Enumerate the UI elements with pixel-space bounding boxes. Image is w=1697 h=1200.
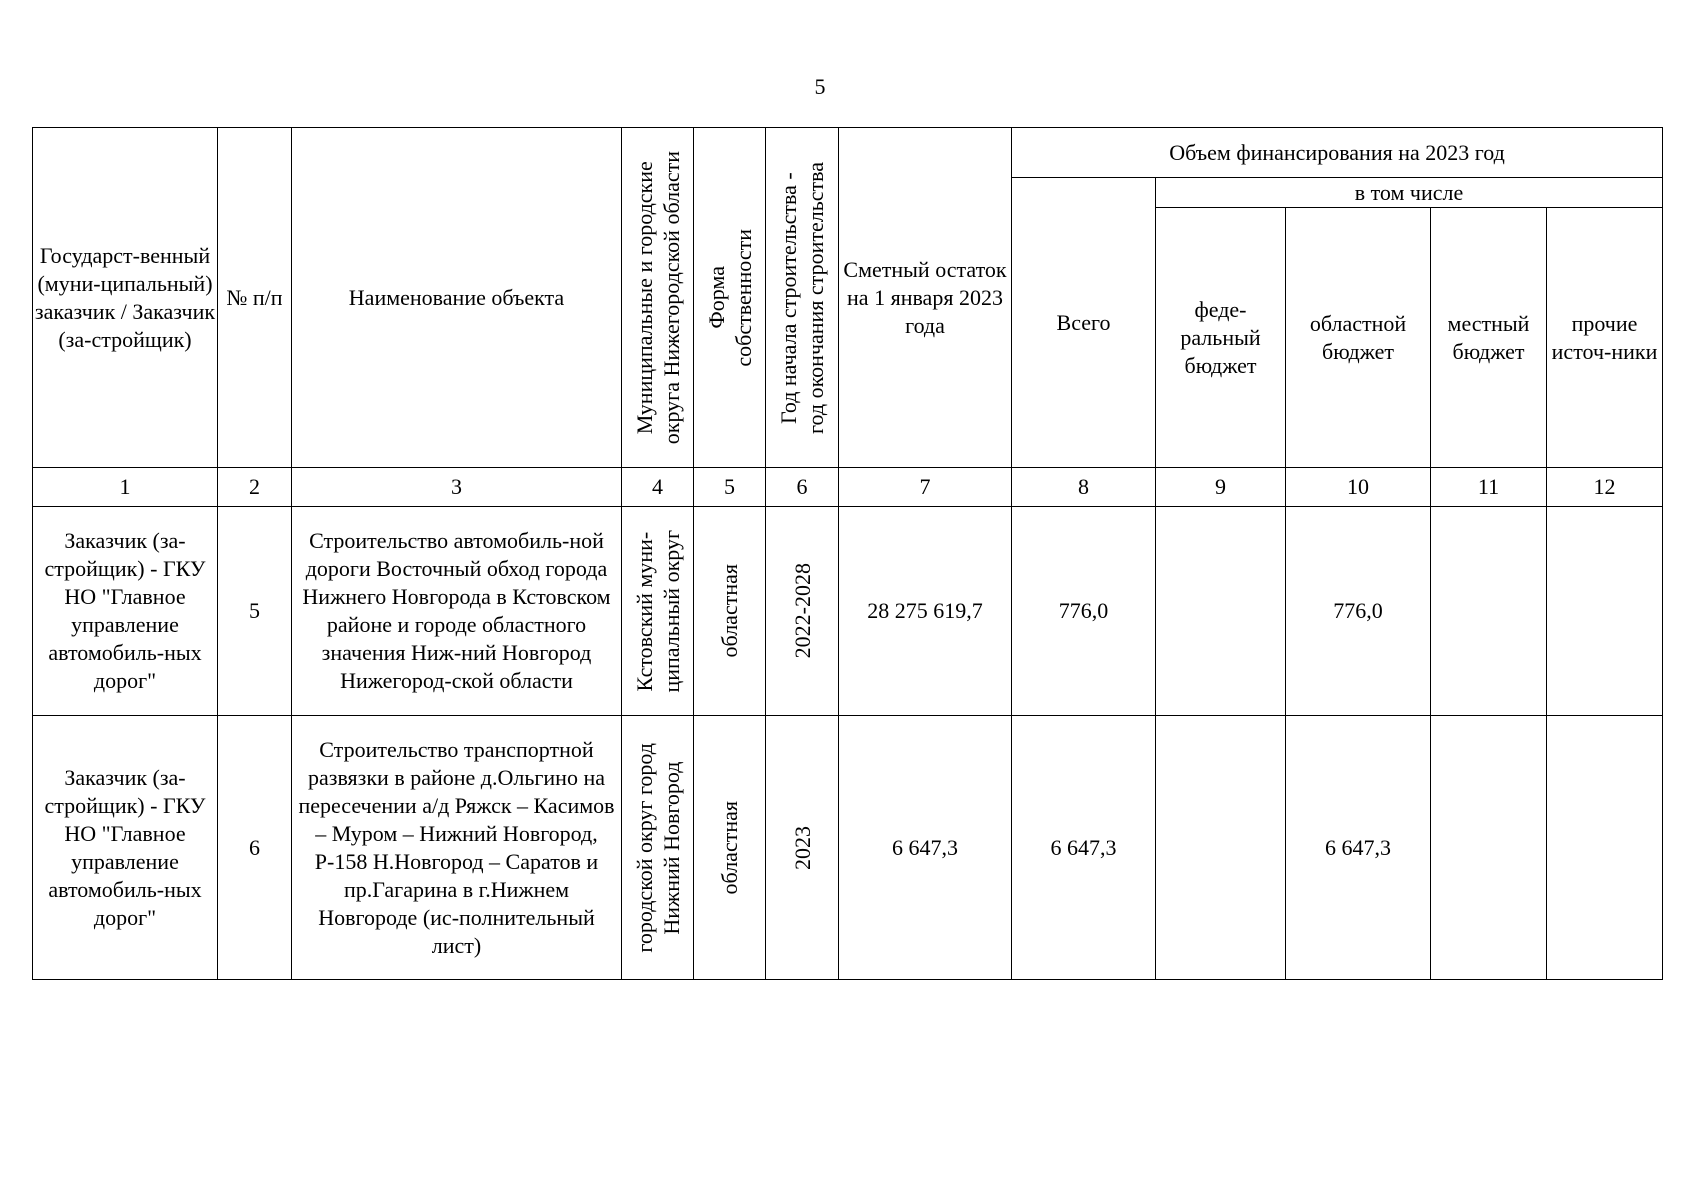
municipality-line2: Нижний Новгород [658,761,684,934]
federal-cell [1156,507,1286,716]
ownership-cell [694,716,766,980]
column-number: 6 [766,468,839,507]
years-text: 2023 [789,825,815,870]
column-numbers-row [33,468,1663,507]
column-number: 2 [218,468,292,507]
header-years-line2: год окончания строительства [803,161,828,434]
municipality-line1: городской округ город [631,742,657,953]
ownership-text: областная [717,800,742,895]
estimate-cell: 6 647,3 [839,716,1012,980]
column-number: 4 [622,468,694,507]
header-ownership-line1: Форма [703,266,729,329]
header-federal: феде-ральный бюджет [1156,208,1286,468]
municipality-cell [622,507,694,716]
header-estimate: Сметный остаток на 1 января 2023 года [839,128,1012,468]
header-ownership-line2: собственности [730,228,756,367]
column-number: 9 [1156,468,1286,507]
column-number: 1 [33,468,218,507]
header-municipality [622,128,694,468]
header-municipality-line1: Муниципальные и городские [631,161,657,434]
header-including: в том числе [1156,178,1663,208]
ownership-text: областная [717,564,742,658]
other-cell [1547,716,1663,980]
total-cell: 776,0 [1012,507,1156,716]
header-total: Всего [1012,178,1156,468]
column-number: 3 [292,468,622,507]
row-number-cell: 6 [218,716,292,980]
header-funding-group: Объем финансирования на 2023 год [1012,128,1663,178]
years-text: 2022-2028 [789,563,815,659]
financing-table [32,127,1663,980]
customer-cell: Заказчик (за-стройщик) - ГКУ НО "Главное управление автомобиль-ных дорог" [33,507,218,716]
table-row [33,507,1663,716]
local-cell [1431,507,1547,716]
federal-cell [1156,716,1286,980]
column-number: 10 [1286,468,1431,507]
header-ownership [694,128,766,468]
header-row-1 [33,128,1663,178]
header-number: № п/п [218,128,292,468]
header-other: прочие источ-ники [1547,208,1663,468]
municipality-line1: Кстовский муни- [631,531,657,691]
header-municipality-line2: округа Нижегородской области [658,150,684,445]
header-local: местный бюджет [1431,208,1547,468]
column-number: 5 [694,468,766,507]
header-years [766,128,839,468]
municipality-cell [622,716,694,980]
table-row [33,716,1663,980]
page-number: 5 [814,74,826,99]
header-years-line1: Год начала строительства - [776,171,801,424]
header-object-name: Наименование объекта [292,128,622,468]
municipality-line2: ципальный округ [658,529,684,693]
years-cell [766,716,839,980]
regional-cell: 6 647,3 [1286,716,1431,980]
object-name-cell: Строительство транспортной развязки в районе д.Ольгино на пересечении а/д Ряжск – Касимов – Муром – Нижний Новгород, Р-158 Н.Новгород – Саратов и пр.Гагарина в г.Нижнем Новгороде (ис-полнительный лист) [292,716,622,980]
column-number: 12 [1547,468,1663,507]
other-cell [1547,507,1663,716]
column-number: 8 [1012,468,1156,507]
column-number: 11 [1431,468,1547,507]
customer-cell: Заказчик (за-стройщик) - ГКУ НО "Главное управление автомобиль-ных дорог" [33,716,218,980]
total-cell: 6 647,3 [1012,716,1156,980]
header-customer: Государст-венный (муни-ципальный) заказчик / Заказчик (за-стройщик) [33,128,218,468]
object-name-cell: Строительство автомобиль-ной дороги Восточный обход города Нижнего Новгорода в Кстовском районе и городе областного значения Ниж-ний Новгород Нижегород-ской области [292,507,622,716]
local-cell [1431,716,1547,980]
ownership-cell [694,507,766,716]
estimate-cell: 28 275 619,7 [839,507,1012,716]
column-number: 7 [839,468,1012,507]
header-regional: областной бюджет [1286,208,1431,468]
years-cell [766,507,839,716]
row-number-cell: 5 [218,507,292,716]
regional-cell: 776,0 [1286,507,1431,716]
